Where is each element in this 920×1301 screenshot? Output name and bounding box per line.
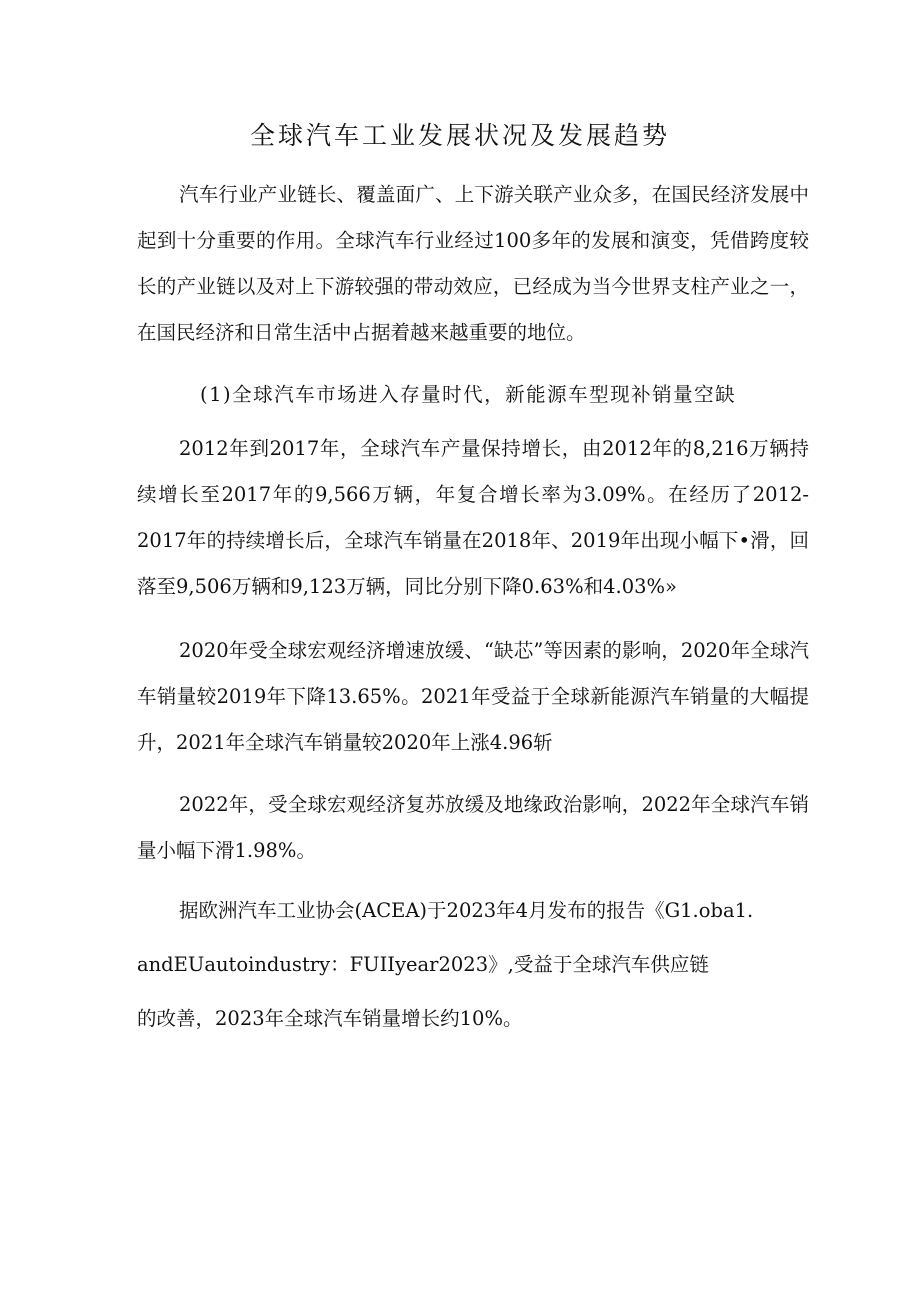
section-heading: (1)全球汽车市场进入存量时代，新能源车型现补销量空缺: [200, 383, 737, 406]
acea-line-1: 据欧洲汽车工业协会(ACEA)于2023年4月发布的报告《G1.oba1.: [179, 899, 754, 922]
intro-paragraph: 汽车行业产业链长、覆盖面广、上下游关联产业众多，在国民经济发展中起到十分重要的作用。全球汽车行业经过100多年的发展和演变，凭借跨度较长的产业链以及对上下游较强的带动效应，已经成为当今世界支柱产业之一，在国民经济和日常生活中占据着越来越重要的地位。: [137, 183, 809, 344]
paragraph-2020-2021: 2020年受全球宏观经济增速放缓、“缺芯”等因素的影响，2020年全球汽车销量较2019年下降13.65%。2021年受益于全球新能源汽车销量的大幅提升，2021年全球汽车销量较2020年上涨4.96斩: [137, 639, 809, 754]
acea-line-2: andEUautoindustry：FUIIyear2023》,受益于全球汽车供应链: [137, 953, 709, 976]
document-title: 全球汽车工业发展状况及发展趋势: [249, 121, 670, 150]
acea-line-3: 的改善，2023年全球汽车销量增长约10%。: [137, 1007, 523, 1030]
paragraph-2022: 2022年，受全球宏观经济复苏放缓及地缘政治影响，2022年全球汽车销量小幅下滑1.98%。: [137, 793, 809, 862]
paragraph-2012-2019: 2012年到2017年，全球汽车产量保持增长，由2012年的8,216万辆持续增长至2017年的9,566万辆，年复合增长率为3.09%。在经历了2012-2017年的持续增长后，全球汽车销量在2018年、2019年出现小幅下•滑，回落至9,506万辆和9,123万辆，同比分别下降0.63%和4.03%»: [137, 437, 809, 598]
